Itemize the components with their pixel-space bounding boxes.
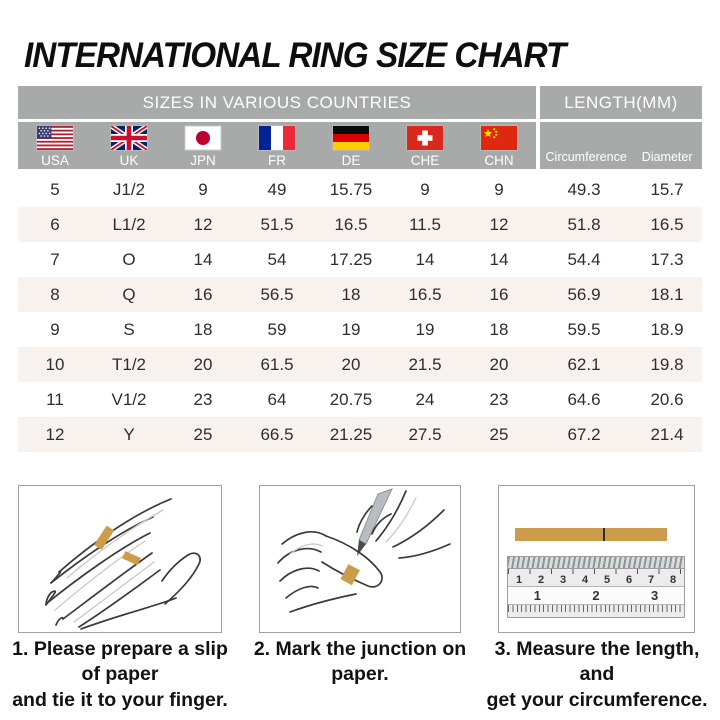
size-cell: 19 [341,319,361,339]
size-row [18,417,702,452]
size-cell: Y [123,424,135,444]
size-cell: 27.5 [408,424,442,444]
size-cell: 59.5 [567,319,601,339]
size-cell: S [123,319,135,339]
size-cell: 20.75 [329,389,373,409]
size-cell: 15.75 [329,179,373,199]
column-header-uk [92,122,166,169]
size-cell: 9 [494,179,504,199]
size-cell: 21.4 [650,424,684,444]
flag-france-icon [259,126,295,150]
size-cell: 49 [267,179,287,199]
ruler-number: 2 [537,574,545,586]
column-header-circumference: Circumference [545,150,627,164]
table-column-header-row [18,122,702,169]
size-cell: Q [122,284,136,304]
ruler-number: 8 [669,574,677,586]
column-header-de [314,122,388,169]
ruler-edge-texture [508,557,684,569]
size-cell: 19.8 [650,354,684,374]
ruler-number: 1 [533,588,541,603]
size-cell: 59 [267,319,287,339]
country-label: FR [268,153,286,168]
column-header-che [388,122,462,169]
size-cell: 16.5 [334,214,368,234]
flag-switzerland-icon [407,126,443,150]
size-cell: 23 [489,389,509,409]
size-cell: 21.5 [408,354,442,374]
size-cell: 16.5 [650,214,684,234]
ring-size-table [18,86,702,452]
size-cell: 54 [267,249,287,269]
size-cell: 49.3 [567,179,601,199]
flag-uk-icon [111,126,147,150]
size-cell: 64.6 [567,389,601,409]
size-cell: 14 [193,249,213,269]
size-cell: 25 [193,424,213,444]
flag-usa-icon [37,126,73,150]
size-cell: 67.2 [567,424,601,444]
ruler-number: 2 [592,588,600,603]
flag-germany-icon [333,126,369,150]
size-cell: 18 [341,284,361,304]
size-cell: 18.1 [650,284,684,304]
ruler-number: 3 [559,574,567,586]
ruler [507,556,685,618]
ruler-number: 5 [603,574,611,586]
size-cell: 20 [341,354,361,374]
size-row [18,312,702,347]
size-cell: 8 [50,284,60,304]
column-header-usa [18,122,92,169]
paper-mark [603,528,605,541]
step2-caption [244,637,476,688]
country-label: DE [341,153,361,168]
size-row [18,242,702,277]
size-cell: 10 [45,354,65,374]
size-cell: 5 [50,179,60,199]
size-cell: 16 [489,284,509,304]
size-cell: L1/2 [112,214,146,234]
page-title: INTERNATIONAL RING SIZE CHART [24,36,566,75]
size-cell: J1/2 [112,179,146,199]
column-header-diameter: Diameter [641,150,693,164]
size-cell: 64 [267,389,287,409]
size-cell: T1/2 [111,354,147,374]
step3-illustration-box [498,485,695,633]
size-cell: 21.25 [329,424,373,444]
step2-illustration-box [259,485,461,633]
size-cell: 61.5 [260,354,294,374]
size-cell: 18 [193,319,213,339]
ruler-number: 7 [647,574,655,586]
size-cell: 17.3 [650,249,684,269]
flag-china-icon [481,126,517,150]
step1-illustration-box [18,485,222,633]
step1-caption-line1: 1. Please prepare a slip of paper [12,638,228,686]
ruler-number: 6 [625,574,633,586]
size-cell: 20 [489,354,509,374]
length-header-cells [540,122,702,169]
size-cell: 51.8 [567,214,601,234]
group-header-sizes: SIZES IN VARIOUS COUNTRIES [18,86,536,119]
ruler-scale-mid [508,586,684,604]
country-header-cells [18,122,536,169]
size-cell: 23 [193,389,213,409]
column-header-chn [462,122,536,169]
size-cell: 7 [50,249,60,269]
size-cell: V1/2 [111,389,147,409]
country-label: UK [119,153,139,168]
size-cell: 24 [415,389,435,409]
size-cell: 18.9 [650,319,684,339]
step1-caption [4,637,236,713]
step3-caption-line2: get your circumference. [486,688,708,711]
step1-caption-line2: and tie it to your finger. [12,688,228,711]
table-group-header-row [18,86,702,119]
size-cell: 56.5 [260,284,294,304]
size-cell: 16 [193,284,213,304]
size-cell: 12 [489,214,509,234]
ruler-scale-top [508,569,684,586]
size-cell: 9 [198,179,208,199]
column-header-jpn [166,122,240,169]
size-cell: O [122,249,136,269]
flag-japan-icon [185,126,221,150]
ruler-number: 1 [515,574,523,586]
measured-paper-strip [515,528,667,541]
size-cell: 6 [50,214,60,234]
size-cell: 11 [46,389,64,409]
size-cell: 12 [45,424,65,444]
size-cell: 56.9 [567,284,601,304]
size-cell: 51.5 [260,214,294,234]
step3-caption-line1: 3. Measure the length, and [494,638,700,686]
size-cell: 54.4 [567,249,601,269]
size-cell: 14 [415,249,435,269]
size-row [18,277,702,312]
ruler-fine-ticks [508,604,684,620]
column-header-fr [240,122,314,169]
size-row [18,207,702,242]
hand-marking-paper-icon [260,486,460,632]
size-cell: 66.5 [260,424,294,444]
size-cell: 62.1 [567,354,601,374]
country-label: CHE [410,153,440,168]
size-cell: 19 [415,319,435,339]
size-cell: 17.25 [329,249,373,269]
size-row [18,382,702,417]
size-table-body [18,172,702,452]
size-cell: 20 [193,354,213,374]
ruler-number: 3 [651,588,659,603]
size-cell: 14 [489,249,509,269]
size-cell: 16.5 [408,284,442,304]
size-row [18,347,702,382]
size-cell: 20.6 [650,389,684,409]
country-label: CHN [484,153,514,168]
ruler-number: 4 [581,574,589,586]
country-label: USA [41,153,69,168]
hand-with-paper-strip-icon [19,486,221,632]
size-cell: 11.5 [409,214,441,234]
size-cell: 9 [420,179,430,199]
size-cell: 25 [489,424,509,444]
size-cell: 18 [489,319,509,339]
size-cell: 12 [193,214,213,234]
country-label: JPN [190,153,216,168]
size-row [18,172,702,207]
step3-caption [484,637,710,713]
step2-caption-line1: 2. Mark the junction on paper. [253,638,467,686]
size-cell: 9 [50,319,60,339]
group-header-length: LENGTH(MM) [540,86,702,119]
size-cell: 15.7 [650,179,684,199]
